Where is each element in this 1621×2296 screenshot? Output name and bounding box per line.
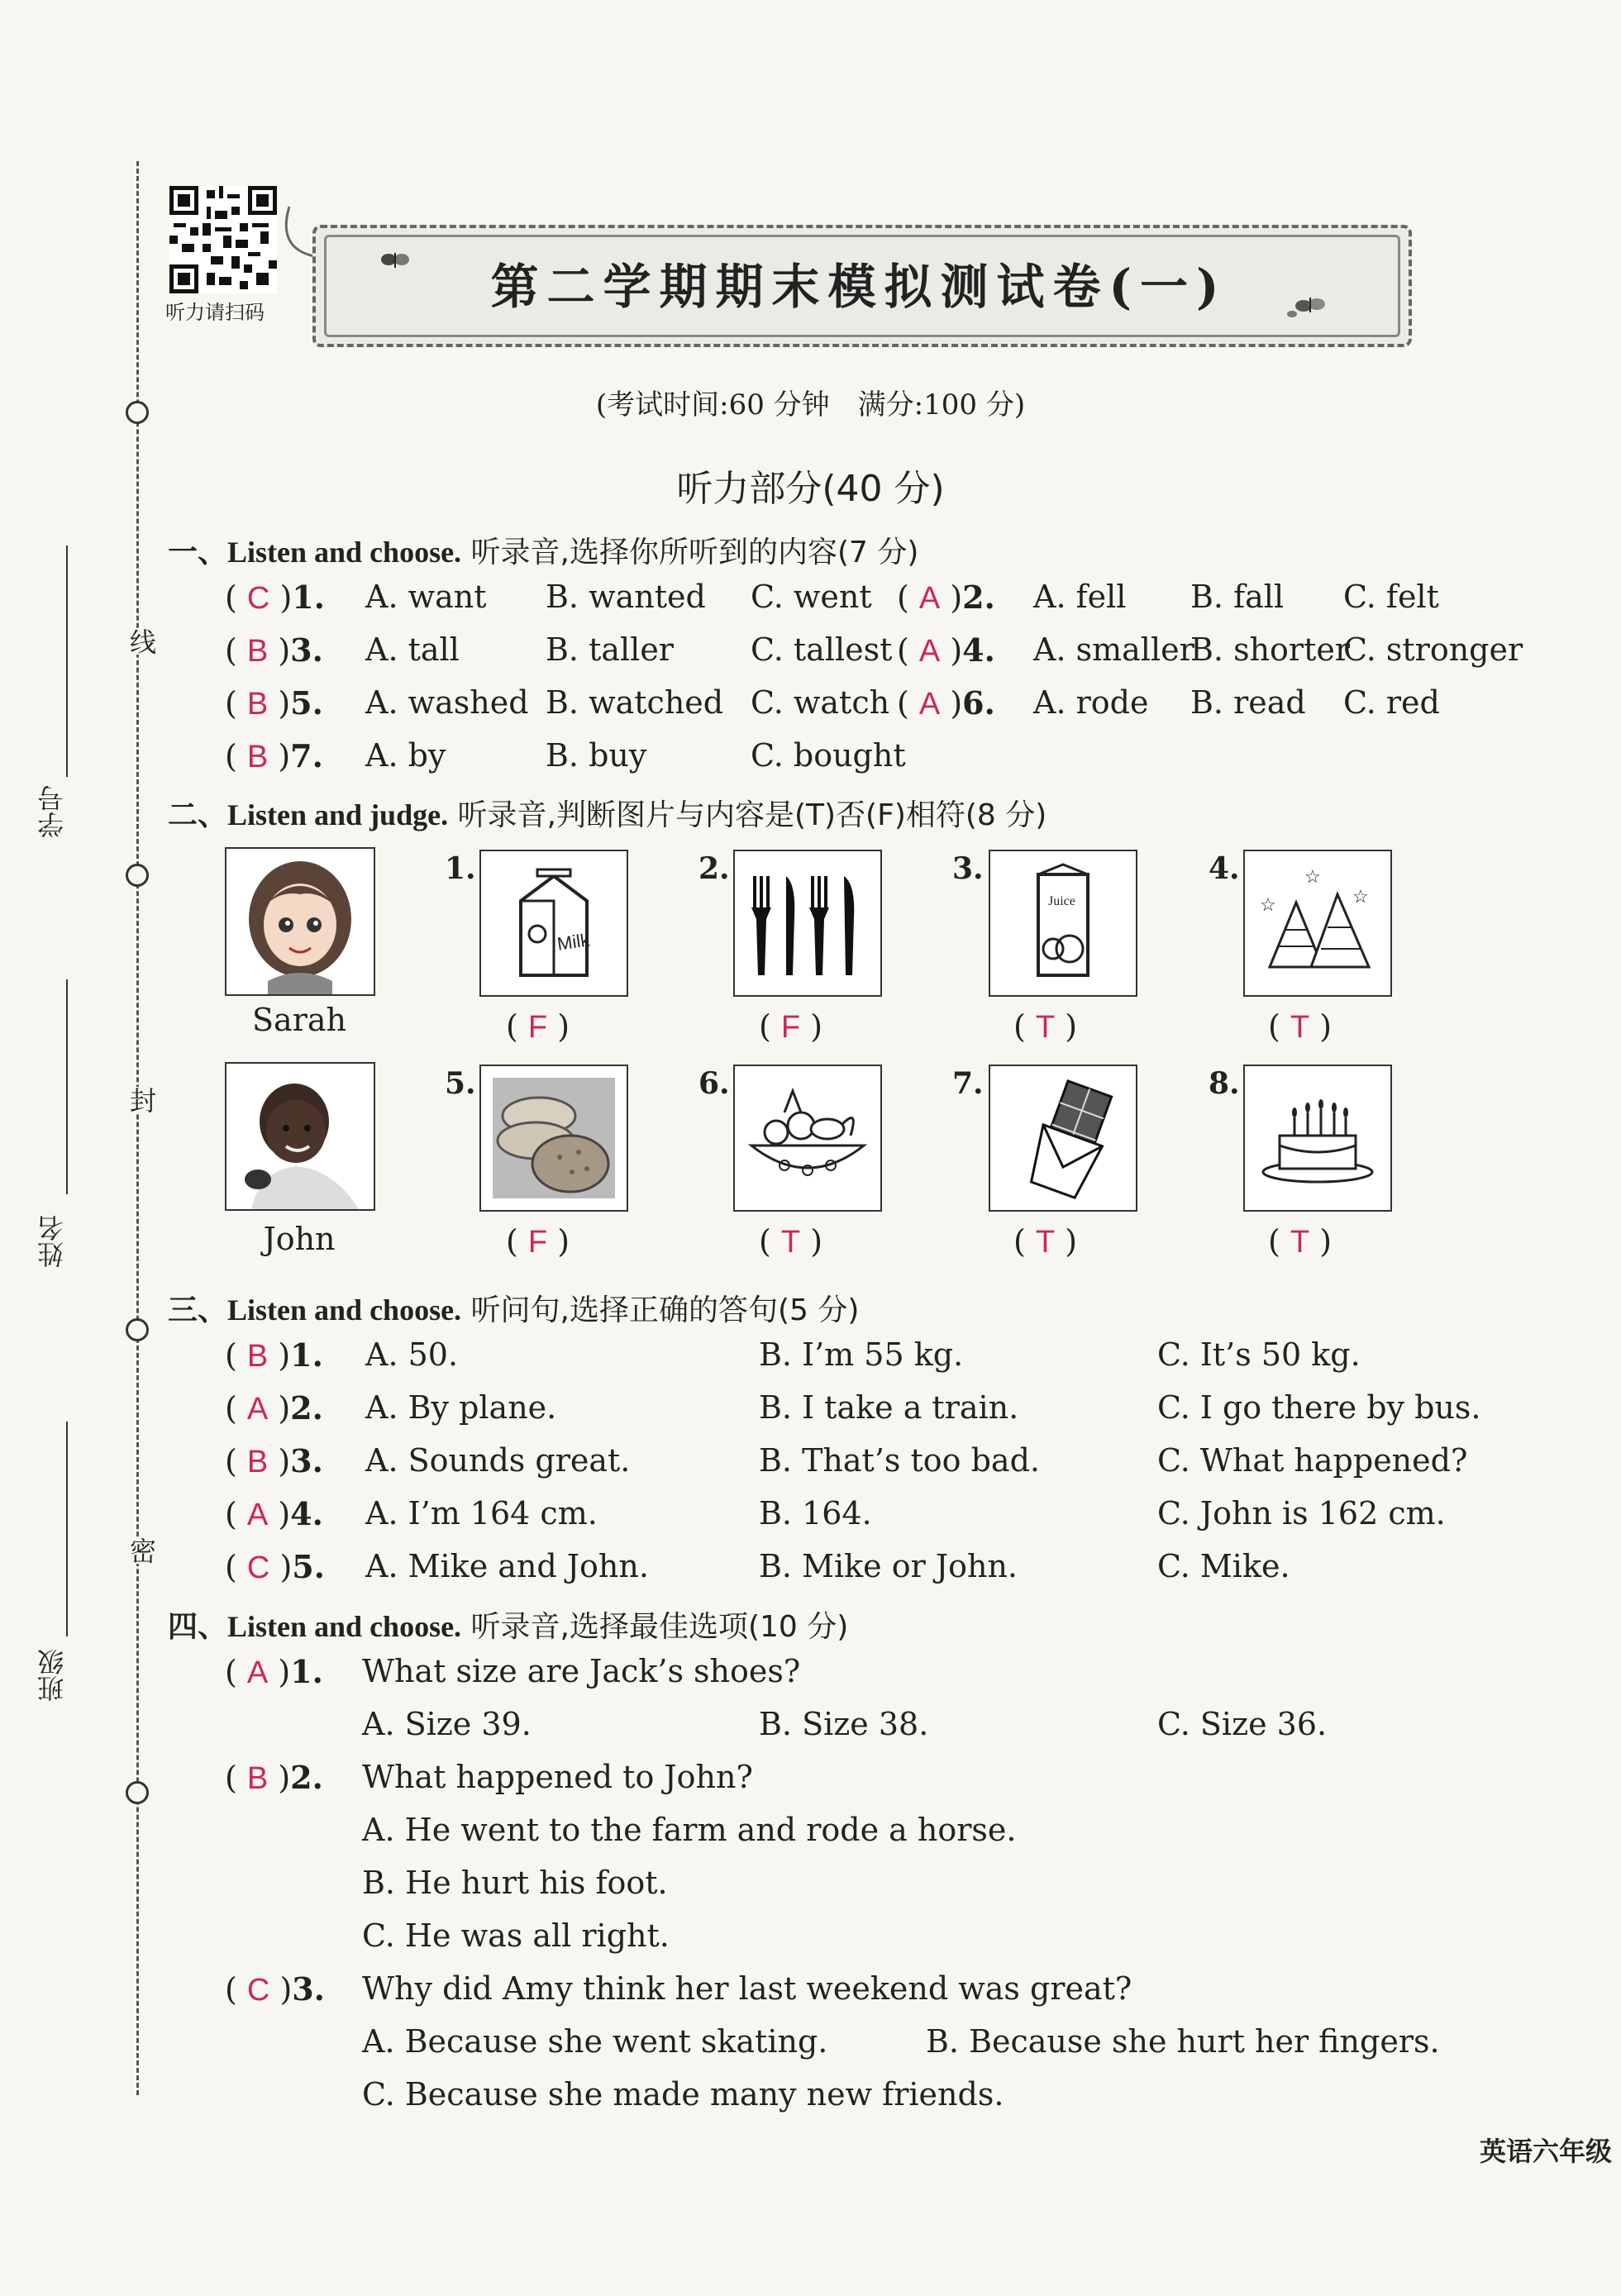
s1-q4-option-a: A. smaller bbox=[1033, 631, 1194, 668]
s1-q7: ( B )7. bbox=[225, 737, 323, 774]
name-underline[interactable] bbox=[66, 979, 68, 1194]
section4-title bbox=[168, 1603, 848, 1646]
binding-hole bbox=[126, 864, 149, 887]
section1-title-cn: 听录音,选择你所听到的内容(7 分) bbox=[461, 536, 919, 569]
s3-q2-option-c: C. I go there by bus. bbox=[1157, 1389, 1481, 1426]
s2-q6-answer[interactable]: T bbox=[780, 1225, 801, 1260]
s3-q1: ( B )1. bbox=[225, 1336, 323, 1374]
s4-q3-option-b: B. Because she hurt her fingers. bbox=[926, 2023, 1440, 2060]
s2-q7-answer-blank: ( T ) bbox=[1013, 1223, 1078, 1260]
student-id-label: 学号 bbox=[36, 785, 68, 838]
s2-q3-answer-blank: ( T ) bbox=[1013, 1008, 1078, 1045]
s4-q1-option-c: C. Size 36. bbox=[1157, 1706, 1328, 1742]
s1-q5-option-c: C. watch bbox=[751, 684, 890, 721]
s1-q7-number: 7. bbox=[290, 737, 323, 774]
s2-q4-answer[interactable]: T bbox=[1290, 1010, 1310, 1045]
s3-q3-number: 3. bbox=[290, 1442, 323, 1479]
section2-title bbox=[168, 792, 1046, 834]
s1-q3-option-a: A. tall bbox=[365, 631, 460, 668]
s3-q4-option-c: C. John is 162 cm. bbox=[1157, 1495, 1446, 1531]
svg-text:☆: ☆ bbox=[1304, 867, 1321, 888]
sarah-picture bbox=[225, 847, 375, 996]
section3-title-cn: 听问句,选择正确的答句(5 分) bbox=[461, 1293, 860, 1327]
s3-q3-option-a: A. Sounds great. bbox=[365, 1442, 631, 1479]
s1-q2-option-a: A. fell bbox=[1033, 579, 1127, 615]
s3-q3-option-c: C. What happened? bbox=[1157, 1442, 1468, 1479]
svg-text:☆: ☆ bbox=[1260, 895, 1276, 916]
fruit-basket-icon bbox=[735, 1066, 880, 1210]
s3-q2-option-a: A. By plane. bbox=[365, 1389, 557, 1426]
s3-q5-option-c: C. Mike. bbox=[1157, 1548, 1290, 1584]
s2-q3-number: 3. bbox=[952, 851, 984, 886]
s4-q2-option-b: B. He hurt his foot. bbox=[362, 1865, 668, 1901]
s3-q4-answer[interactable]: A bbox=[246, 1498, 269, 1532]
s2-q4-answer-blank: ( T ) bbox=[1268, 1008, 1333, 1045]
s4-q2-option-c: C. He was all right. bbox=[362, 1917, 670, 1954]
binding-label-feng: 封 bbox=[122, 1087, 160, 1113]
s2-q6-number: 6. bbox=[698, 1066, 730, 1101]
s4-q2-answer[interactable]: B bbox=[246, 1761, 269, 1796]
s2-q8-answer[interactable]: T bbox=[1290, 1225, 1310, 1260]
s4-q3: ( C )3. bbox=[225, 1970, 325, 2008]
girl-icon bbox=[226, 849, 374, 994]
birthday-cake-icon bbox=[1245, 1066, 1390, 1210]
section3-number: 三、 bbox=[168, 1293, 228, 1327]
s4-q1: ( A )1. bbox=[225, 1653, 323, 1690]
s1-q7-option-c: C. bought bbox=[751, 737, 906, 774]
s1-q5-option-b: B. watched bbox=[546, 684, 724, 721]
s3-q2: ( A )2. bbox=[225, 1389, 323, 1427]
s2-q4-picture bbox=[1243, 850, 1392, 997]
s1-q2-number: 2. bbox=[962, 579, 995, 616]
s4-q1-answer[interactable]: A bbox=[246, 1655, 269, 1690]
s1-q6-option-c: C. red bbox=[1343, 684, 1440, 721]
s4-q2-question: What happened to John? bbox=[362, 1759, 753, 1795]
section3-title-en: Listen and choose. bbox=[227, 1293, 462, 1327]
s1-q3-option-b: B. taller bbox=[546, 631, 674, 668]
s3-q1-answer[interactable]: B bbox=[246, 1339, 269, 1374]
s4-q3-answer[interactable]: C bbox=[246, 1973, 270, 2008]
s3-q3-option-b: B. That’s too bad. bbox=[759, 1442, 1040, 1479]
svg-text:Juice: Juice bbox=[1048, 894, 1075, 908]
svg-text:Milk: Milk bbox=[555, 929, 591, 955]
s2-q5-picture bbox=[479, 1065, 628, 1212]
s3-q2-option-b: B. I take a train. bbox=[759, 1389, 1019, 1426]
party-hats-icon bbox=[1245, 851, 1390, 995]
s2-q5-number: 5. bbox=[445, 1066, 476, 1101]
fork-knife-icon bbox=[735, 851, 880, 995]
s2-q5-answer[interactable]: F bbox=[527, 1225, 548, 1260]
s4-q3-number: 3. bbox=[292, 1970, 325, 2008]
section4-number: 四、 bbox=[168, 1610, 228, 1644]
s1-q6-option-a: A. rode bbox=[1033, 684, 1149, 721]
s3-q5-number: 5. bbox=[292, 1548, 325, 1585]
s1-q3-option-c: C. tallest bbox=[751, 631, 893, 668]
s2-q7-answer[interactable]: T bbox=[1035, 1225, 1056, 1260]
s2-q3-answer[interactable]: T bbox=[1035, 1010, 1056, 1045]
section3-title bbox=[168, 1287, 859, 1329]
s1-q1-option-a: A. want bbox=[365, 579, 487, 615]
s1-q1-number: 1. bbox=[292, 579, 325, 616]
s1-q6: ( A )6. bbox=[897, 684, 995, 722]
s3-q2-answer[interactable]: A bbox=[246, 1392, 269, 1427]
s2-q8-picture bbox=[1243, 1065, 1392, 1212]
part-title: 听力部分(40 分) bbox=[676, 468, 945, 510]
s1-q6-number: 6. bbox=[962, 684, 995, 722]
section1-number: 一、 bbox=[168, 536, 228, 569]
s1-q1-option-b: B. wanted bbox=[546, 579, 706, 615]
s1-q4: ( A )4. bbox=[897, 631, 995, 669]
section4-title-en: Listen and choose. bbox=[227, 1610, 462, 1643]
section4-title-cn: 听录音,选择最佳选项(10 分) bbox=[461, 1610, 849, 1644]
john-picture bbox=[225, 1062, 375, 1211]
s1-q6-answer[interactable]: A bbox=[918, 687, 941, 722]
s3-q1-option-c: C. It’s 50 kg. bbox=[1157, 1336, 1361, 1373]
s1-q6-option-b: B. read bbox=[1190, 684, 1306, 721]
s3-q5: ( C )5. bbox=[225, 1548, 325, 1585]
s1-q2: ( A )2. bbox=[897, 579, 995, 616]
s4-q1-option-b: B. Size 38. bbox=[759, 1706, 929, 1742]
s2-q6-picture bbox=[733, 1065, 882, 1212]
s1-q1-answer[interactable]: C bbox=[246, 581, 270, 616]
footer-subject: 英语六年级 bbox=[1480, 2136, 1613, 2167]
s1-q4-number: 4. bbox=[962, 631, 995, 669]
s3-q4: ( A )4. bbox=[225, 1495, 323, 1532]
boy-icon bbox=[226, 1064, 374, 1209]
class-label: 班级 bbox=[36, 1649, 68, 1702]
s1-q3-answer[interactable]: B bbox=[246, 634, 269, 669]
s3-q5-answer[interactable]: C bbox=[246, 1551, 270, 1585]
section2-number: 二、 bbox=[168, 798, 228, 832]
s1-q2-option-c: C. felt bbox=[1343, 579, 1439, 615]
name-label: 姓名 bbox=[36, 1215, 68, 1268]
s3-q2-number: 2. bbox=[290, 1389, 323, 1427]
s2-q5-answer-blank: ( F ) bbox=[506, 1223, 570, 1260]
section1-title-en: Listen and choose. bbox=[227, 536, 462, 569]
cookies-icon bbox=[481, 1066, 627, 1210]
s1-q2-option-b: B. fall bbox=[1190, 579, 1285, 615]
s1-q7-answer[interactable]: B bbox=[246, 740, 269, 774]
s4-q2-option-a: A. He went to the farm and rode a horse. bbox=[362, 1812, 1017, 1848]
s2-q1-picture bbox=[479, 850, 628, 997]
s2-q1-answer-blank: ( F ) bbox=[506, 1008, 570, 1045]
s3-q4-option-b: B. 164. bbox=[759, 1495, 872, 1531]
binding-label-xian: 线 bbox=[122, 628, 160, 655]
s3-q5-option-a: A. Mike and John. bbox=[365, 1548, 649, 1584]
s1-q7-option-a: A. by bbox=[365, 737, 446, 774]
s2-q6-answer-blank: ( T ) bbox=[759, 1223, 823, 1260]
milk-carton-icon bbox=[481, 851, 627, 995]
s1-q3-number: 3. bbox=[290, 631, 323, 669]
s1-q3: ( B )3. bbox=[225, 631, 323, 669]
exam-title: 第二学期期末模拟测试卷(一) bbox=[490, 259, 1228, 315]
s4-q3-question: Why did Amy think her last weekend was great? bbox=[362, 1970, 1132, 2007]
s3-q4-option-a: A. I’m 164 cm. bbox=[365, 1495, 598, 1531]
s2-q7-number: 7. bbox=[952, 1066, 984, 1101]
s1-q5-answer[interactable]: B bbox=[246, 687, 269, 722]
s3-q3: ( B )3. bbox=[225, 1442, 323, 1479]
binding-label-mi: 密 bbox=[122, 1537, 160, 1564]
svg-text:☆: ☆ bbox=[1352, 887, 1369, 907]
s3-q5-option-b: B. Mike or John. bbox=[759, 1548, 1018, 1584]
section2-title-cn: 听录音,判断图片与内容是(T)否(F)相符(8 分) bbox=[448, 798, 1047, 832]
s4-q2: ( B )2. bbox=[225, 1759, 323, 1796]
s3-q1-number: 1. bbox=[290, 1336, 323, 1374]
s1-q5: ( B )5. bbox=[225, 684, 323, 722]
binding-hole bbox=[126, 1781, 149, 1804]
section1-title bbox=[168, 529, 918, 571]
exam-info: (考试时间:60 分钟 满分:100 分) bbox=[595, 388, 1026, 422]
s1-q2-answer[interactable]: A bbox=[918, 581, 941, 616]
s2-q4-number: 4. bbox=[1209, 851, 1240, 886]
s1-q1-option-c: C. went bbox=[751, 579, 872, 615]
s1-q7-option-b: B. buy bbox=[546, 737, 647, 774]
s4-q1-option-a: A. Size 39. bbox=[362, 1706, 532, 1742]
s4-q3-option-a: A. Because she went skating. bbox=[362, 2023, 828, 2060]
s2-q3-picture bbox=[989, 850, 1137, 997]
qr-code[interactable] bbox=[169, 186, 277, 293]
student-id-underline[interactable] bbox=[66, 545, 68, 777]
s2-q8-number: 8. bbox=[1209, 1066, 1240, 1101]
s2-q2-picture bbox=[733, 850, 882, 997]
s2-q1-number: 1. bbox=[445, 851, 476, 886]
s1-q5-option-a: A. washed bbox=[365, 684, 529, 721]
s3-q1-option-b: B. I’m 55 kg. bbox=[759, 1336, 964, 1373]
s2-q2-answer-blank: ( F ) bbox=[759, 1008, 823, 1045]
s2-q7-picture bbox=[989, 1065, 1137, 1212]
s2-q2-number: 2. bbox=[698, 851, 730, 886]
s4-q3-option-c: C. Because she made many new friends. bbox=[362, 2076, 1004, 2113]
s1-q4-answer[interactable]: A bbox=[918, 634, 941, 669]
binding-hole bbox=[126, 1318, 149, 1341]
class-underline[interactable] bbox=[66, 1422, 68, 1636]
s2-q2-answer[interactable]: F bbox=[780, 1010, 801, 1045]
s3-q3-answer[interactable]: B bbox=[246, 1445, 269, 1479]
s1-q1: ( C )1. bbox=[225, 579, 325, 616]
chocolate-icon bbox=[990, 1066, 1136, 1210]
s1-q5-number: 5. bbox=[290, 684, 323, 722]
sarah-name: Sarah bbox=[252, 1002, 346, 1038]
s3-q4-number: 4. bbox=[290, 1495, 323, 1532]
juice-carton-icon bbox=[990, 851, 1136, 995]
s1-q4-option-c: C. stronger bbox=[1343, 631, 1523, 668]
s4-q1-question: What size are Jack’s shoes? bbox=[362, 1653, 801, 1689]
section2-title-en: Listen and judge. bbox=[227, 798, 449, 831]
s2-q8-answer-blank: ( T ) bbox=[1268, 1223, 1333, 1260]
s1-q4-option-b: B. shorter bbox=[1190, 631, 1351, 668]
s2-q1-answer[interactable]: F bbox=[527, 1010, 548, 1045]
binding-dashed-line bbox=[136, 161, 139, 2095]
john-name: John bbox=[263, 1221, 336, 1257]
s4-q1-number: 1. bbox=[290, 1653, 323, 1690]
s4-q2-number: 2. bbox=[290, 1759, 323, 1796]
s3-q1-option-a: A. 50. bbox=[365, 1336, 459, 1373]
qr-caption: 听力请扫码 bbox=[165, 301, 265, 324]
